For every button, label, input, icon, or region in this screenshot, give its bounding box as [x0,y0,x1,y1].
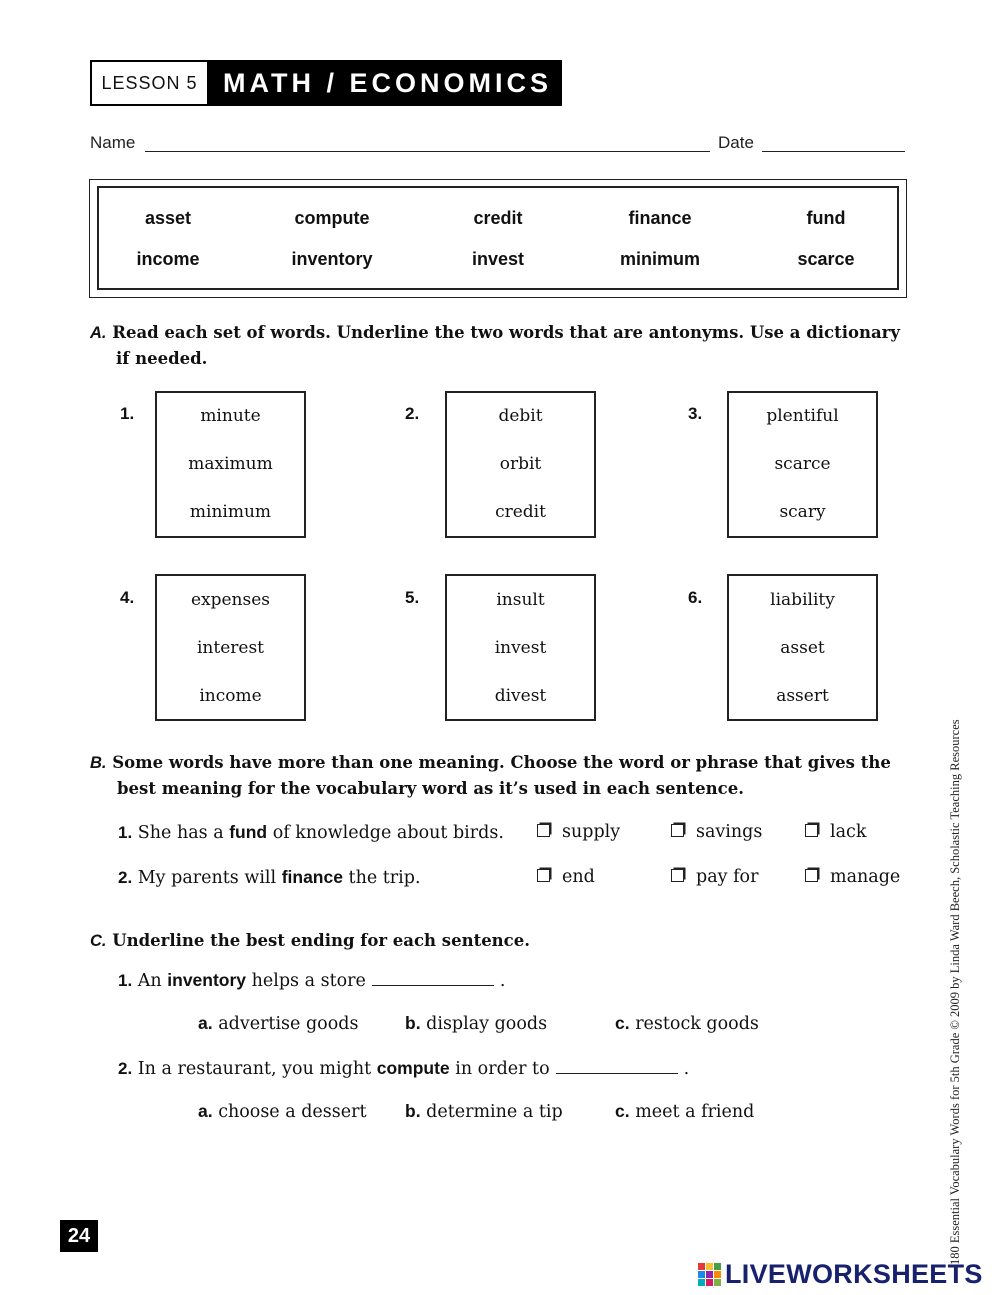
ending-choice[interactable]: b. determine a tip [405,1101,563,1122]
word-set-box [727,391,878,538]
logo-square [706,1279,713,1286]
choice-option[interactable]: manage [805,867,900,887]
section-letter: C. [90,932,107,950]
answer-blank [556,1072,678,1074]
word-option[interactable]: scarce [774,454,831,474]
word-option[interactable]: divest [494,686,547,706]
word-option[interactable]: expenses [190,590,271,610]
sentence: 1. An inventory helps a store . [118,970,506,991]
checkbox-icon[interactable] [671,824,684,837]
bank-word: credit [473,208,523,228]
word-option[interactable]: orbit [499,454,542,474]
bank-word: scarce [797,249,855,269]
name-label: Name [90,133,136,152]
bank-word: finance [628,208,692,228]
lesson-title: MATH / ECONOMICS [207,60,562,106]
checkbox-icon[interactable] [537,869,550,882]
vocab-word: compute [376,1058,450,1078]
brand-text: LIVEWORKSHEETS [725,1258,983,1289]
name-field[interactable] [145,151,710,152]
bank-word: fund [806,208,846,228]
date-field[interactable] [762,151,905,152]
word-option[interactable]: income [199,686,262,706]
lesson-label: LESSON 5 [101,73,198,93]
item-number: 2. [405,404,420,423]
item-number: 1. [120,404,135,423]
copyright-notice: 180 Essential Vocabulary Words for 5th Grade © 2009 by Linda Ward Beech, Scholastic Teaching Resources [948,719,962,1265]
item-number: 3. [688,404,703,423]
ending-choice[interactable]: c. meet a friend [615,1101,755,1122]
logo-square [706,1263,713,1270]
vocab-word: fund [229,822,268,842]
logo-square [706,1271,713,1278]
word-bank-inner [97,186,899,290]
word-option[interactable]: interest [196,638,265,658]
section-c-instruction: C. Underline the best ending for each sentence. [90,931,530,950]
checkbox-icon[interactable] [671,869,684,882]
word-set-box [727,574,878,721]
word-option[interactable]: assert [776,686,829,706]
bank-word: minimum [619,249,700,269]
sentence: 1. She has a fund of knowledge about birds. [118,822,504,843]
vocab-word: inventory [167,970,247,990]
item-number: 6. [688,588,703,607]
checkbox-icon[interactable] [805,824,818,837]
checkbox-icon[interactable] [537,824,550,837]
word-option[interactable]: minimum [189,502,272,522]
word-option[interactable]: credit [495,502,546,522]
ending-choice[interactable]: c. restock goods [615,1013,759,1034]
choice-option[interactable]: pay for [671,867,758,887]
sentence: 2. My parents will finance the trip. [118,867,421,888]
section-b-instruction: B. Some words have more than one meaning. Choose the word or phrase that gives the [90,753,891,772]
word-option[interactable]: plentiful [766,406,839,426]
word-option[interactable]: minute [200,406,261,426]
liveworksheets-logo-icon [698,1263,721,1286]
ending-choice[interactable]: a. choose a dessert [198,1101,367,1122]
word-option[interactable]: insult [496,590,545,610]
bank-word: inventory [291,249,373,269]
bank-word: income [136,249,200,269]
word-option[interactable]: invest [494,638,547,658]
bank-word: invest [471,249,525,269]
word-set-box [445,574,596,721]
word-option[interactable]: maximum [188,454,273,474]
logo-square [698,1279,705,1286]
logo-square [698,1263,705,1270]
word-option[interactable]: liability [770,590,835,610]
sentence: 2. In a restaurant, you might compute in order to . [118,1058,690,1079]
word-set-box [155,574,306,721]
logo-square [714,1271,721,1278]
ending-choice[interactable]: a. advertise goods [198,1013,359,1034]
word-set-box [155,391,306,538]
word-option[interactable]: asset [780,638,825,658]
choice-option[interactable]: end [537,867,595,887]
bank-word: asset [144,208,192,228]
checkbox-icon[interactable] [805,869,818,882]
item-number: 4. [120,588,135,607]
choice-option[interactable]: savings [671,822,762,842]
section-a-instruction: A. Read each set of words. Underline the two words that are antonyms. Use a dictionary [90,323,900,342]
logo-square [714,1263,721,1270]
date-label: Date [718,133,754,152]
logo-square [714,1279,721,1286]
word-set-box [445,391,596,538]
bank-word: compute [294,208,370,228]
logo-square [698,1271,705,1278]
choice-option[interactable]: lack [805,822,866,842]
liveworksheets-brand[interactable] [698,1258,983,1290]
word-option[interactable]: debit [498,406,543,426]
item-number: 5. [405,588,420,607]
choice-option[interactable]: supply [537,822,620,842]
page-number: 24 [60,1220,98,1252]
ending-choice[interactable]: b. display goods [405,1013,548,1034]
section-a-instruction-2: if needed. [116,349,208,368]
section-letter: B. [90,754,107,772]
section-letter: A. [90,324,107,342]
section-b-instruction-2: best meaning for the vocabulary word as it’s used in each sentence. [117,779,744,798]
answer-blank [372,984,494,986]
word-option[interactable]: scary [779,502,826,522]
vocab-word: finance [281,867,343,887]
